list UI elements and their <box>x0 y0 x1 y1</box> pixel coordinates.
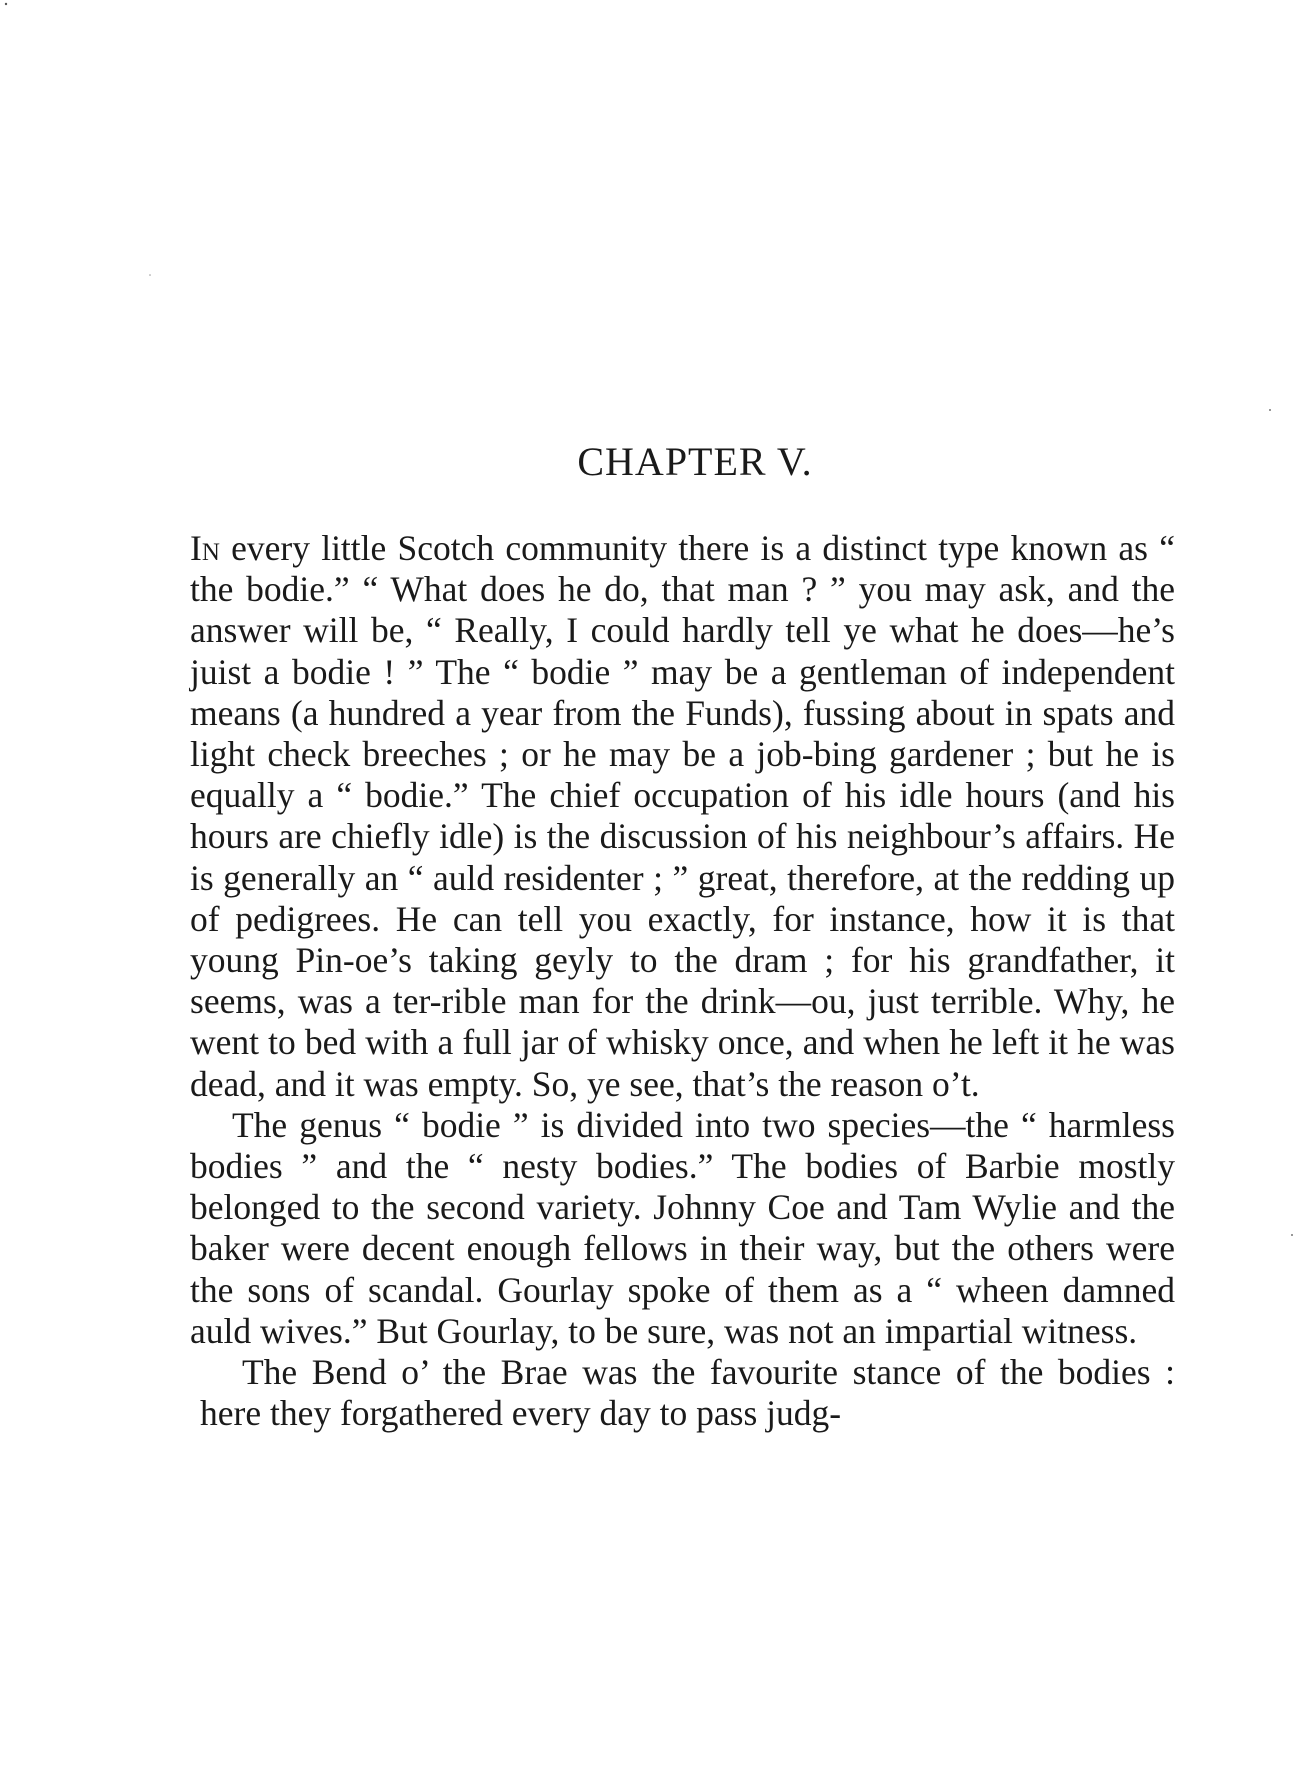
paragraph-1-text: every little Scotch community there is a distinct type known as “ the bodie.” “ What does he do, that man ? ” you may ask, and the answer will be, “ Really, I could hardly tell ye what he does—he’s juist a bodie ! ” The “ bodie ” may be a gentleman of independent means (a hundred a year from the Funds), fussing about in spats and light check breeches ; or he may be a job-bing gardener ; but he is equally a “ bodie.” The chief occupation of his idle hours (and his hours are chiefly idle) is the discussion of his neighbour’s affairs. He is generally an “ auld residenter ; ” great, therefore, at the redding up of pedigrees. He can tell you exactly, for instance, how it is that young Pin-oe’s taking geyly to the dram ; for his grandfather, it seems, was a ter-rible man for the drink—ou, just terrible. Why, he went to bed with a full jar of whisky once, and when he left it he was dead, and it was empty. So, ye see, that’s the reason o’t. <box>190 528 1175 1104</box>
paragraph-2: The genus “ bodie ” is divided into two species—the “ harmless bodies ” and the “ nesty bodies.” The bodies of Barbie mostly belonged to the second variety. Johnny Coe and Tam Wylie and the baker were decent enough fellows in their way, but the others were the sons of scandal. Gourlay spoke of them as a “ wheen damned auld wives.” But Gourlay, to be sure, was not an impartial witness. <box>190 1104 1175 1351</box>
opening-word: In <box>190 528 220 568</box>
paragraph-3: The Bend o’ the Brae was the favourite stance of the bodies : here they forgathered every day to pass judg- <box>200 1352 1175 1434</box>
chapter-title: CHAPTER V. <box>577 439 813 484</box>
